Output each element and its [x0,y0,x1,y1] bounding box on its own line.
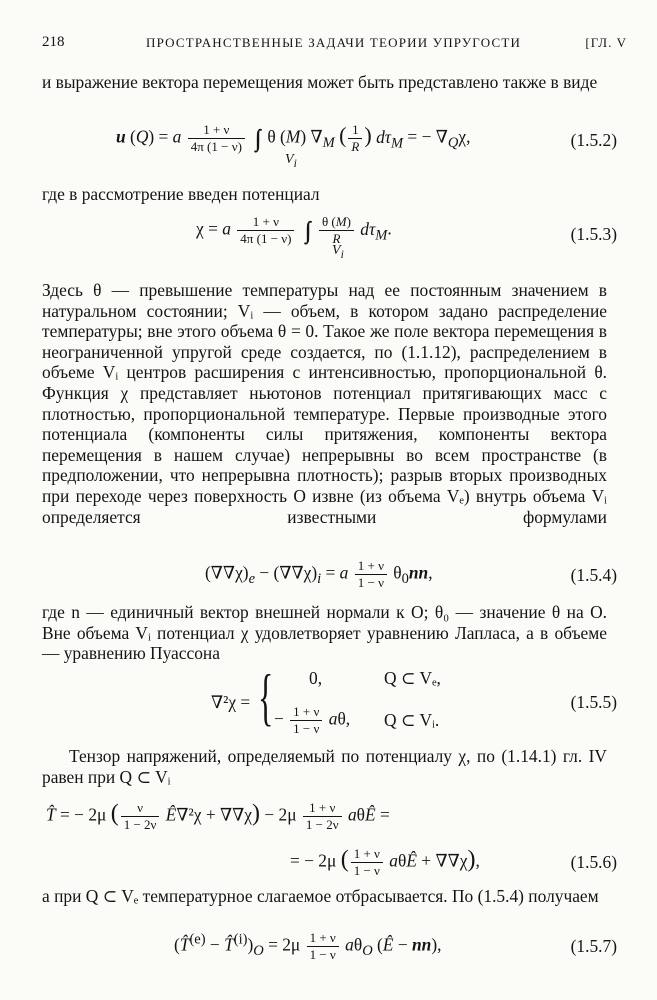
equation-1-5-7: (T̂$^{(e)}$ − $T̂^{(i)})_O = 2\mu$ $\frac{1 + \nu}{1 - \nu}$ $a\theta_O$ (Ê − nn), [174,930,442,962]
equation-1-5-4: $(\nabla\nabla\chi)_e - (\nabla\nabla\chi)_i = a$ $\frac{1 + \nu}{1 - \nu}$ $\theta_0nn$, [205,558,433,590]
equation-1-5-6: T̂ = − 2μ ( $\frac{\nu}{1 - 2\nu}$ Ê∇²χ + ∇∇χ) − 2μ $\frac{1 + \nu}{1 - 2\nu}$ aθÊ = [46,800,390,832]
equation-number: (1.5.2) [570,130,617,150]
paragraph-potential: где в рассмотрение введен потенциал [42,184,320,204]
paragraph-laplace: где n — единичный вектор внешней нормали к O; θ₀ — значение θ на O. Вне объема Vᵢ потенциал χ удовлетворяет уравнению Лапласа, а в объеме — уравнению Пуассона [42,602,607,664]
equation-1-5-2: u (Q) = a $\frac{1 + \nu}{4\pi (1 - \nu)}$ ∫∫∫ θ (M) $\nabla_M$ ( $\frac{1}{R}$ ) $d\tau_M$ = − $\nabla_Q\chi$, [116,122,471,154]
chapter-label: [ГЛ. V [585,35,627,50]
paragraph-explanation: Здесь θ — превышение температуры над ее постоянным значением в натуральном состоянии; Vᵢ — объем, в котором задано распределение температуры; вне этого объема θ = 0. Такое же поле вектора перемещения в неограниченной упругой среде создается, по (1.1.12), распределением в объеме Vᵢ центров расширения с интенсивностью, пропорциональной θ. Функция χ представляет ньютонов потенциал притягивающих масс с плотностью, пропорциональной температуре. Первые производные этого потенциала (компоненты силы притяжения, компоненты вектора перемещения в нашем случае) непрерывны во всем пространстве (в предположении, что непрерывна плотность); разрыв вторых производных при переходе через поверхность O извне (из объема Vₑ) внутрь объема Vᵢ определяется известными формулами [42,280,607,527]
equation-number: (1.5.3) [570,224,617,244]
paragraph-outside: а при Q ⊂ Vₑ температурное слагаемое отбрасывается. По (1.5.4) получаем [42,886,599,906]
equation-1-5-3: χ = a $\frac{1 + \nu}{4\pi (1 - \nu)}$ ∫∫∫ $\frac{\theta (M)}{R}$ $d\tau_M$. [196,214,392,246]
page-number: 218 [42,34,65,50]
page-header [42,34,627,56]
equation-1-5-5: ∇²χ = [211,692,251,712]
running-title: ПРОСТРАНСТВЕННЫЕ ЗАДАЧИ ТЕОРИИ УПРУГОСТИ [146,35,522,50]
equation-number: (1.5.4) [570,565,617,585]
equation-number: (1.5.5) [570,692,617,712]
paragraph-stress: Тензор напряжений, определяемый по потенциалу χ, по (1.14.1) гл. IV равен при Q ⊂ Vᵢ [42,746,607,787]
equation-number: (1.5.6) [570,852,617,872]
paragraph-intro: и выражение вектора перемещения может быть представлено также в виде [42,72,598,92]
equation-number: (1.5.7) [570,936,617,956]
